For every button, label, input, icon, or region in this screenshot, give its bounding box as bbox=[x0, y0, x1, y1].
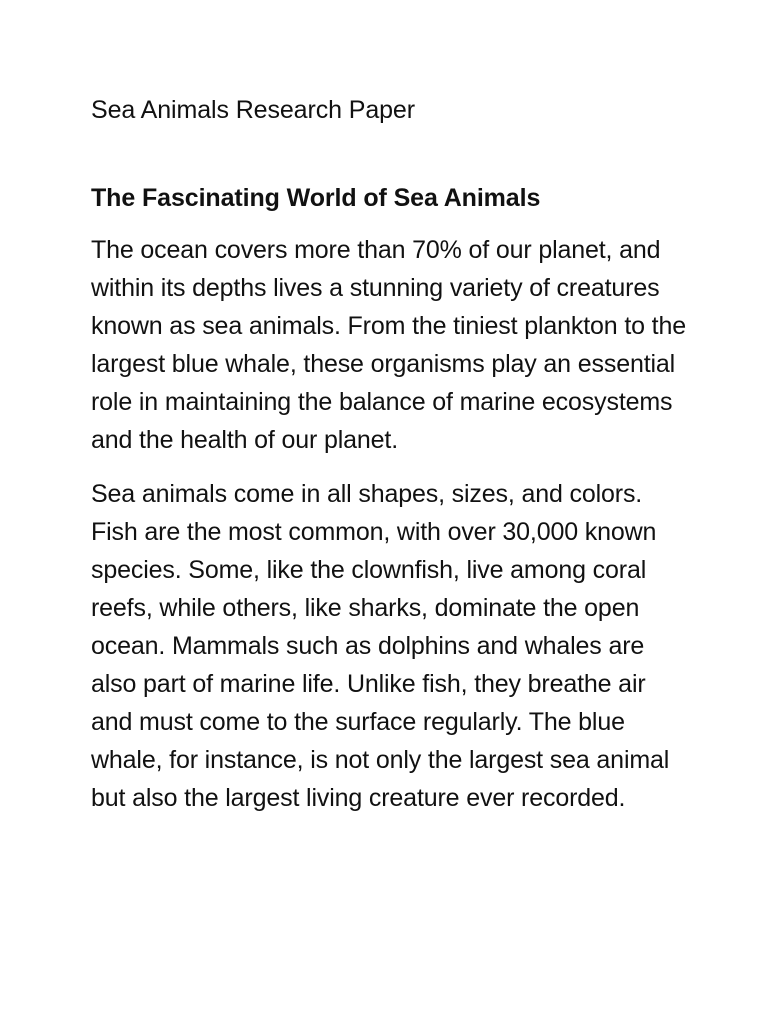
paragraph-intro: The ocean covers more than 70% of our planet, and within its depths lives a stunning variety of creatures known as sea animals. From the tiniest plankton to the largest blue whale, these organisms play an essential role in maintaining the balance of marine ecosystems and the health of our planet. bbox=[91, 236, 686, 454]
document-page bbox=[91, 93, 691, 833]
document-title: Sea Animals Research Paper bbox=[91, 96, 415, 124]
section-heading: The Fascinating World of Sea Animals bbox=[91, 184, 541, 212]
paragraph-diversity: Sea animals come in all shapes, sizes, and colors. Fish are the most common, with over 30,000 known species. Some, like the clownfish, live among coral reefs, while others, like sharks, dominate the open ocean. Mammals such as dolphins and whales are also part of marine life. Unlike fish, they breathe air and must come to the surface regularly. The blue whale, for instance, is not only the largest sea animal but also the largest living creature ever recorded. bbox=[91, 480, 670, 812]
